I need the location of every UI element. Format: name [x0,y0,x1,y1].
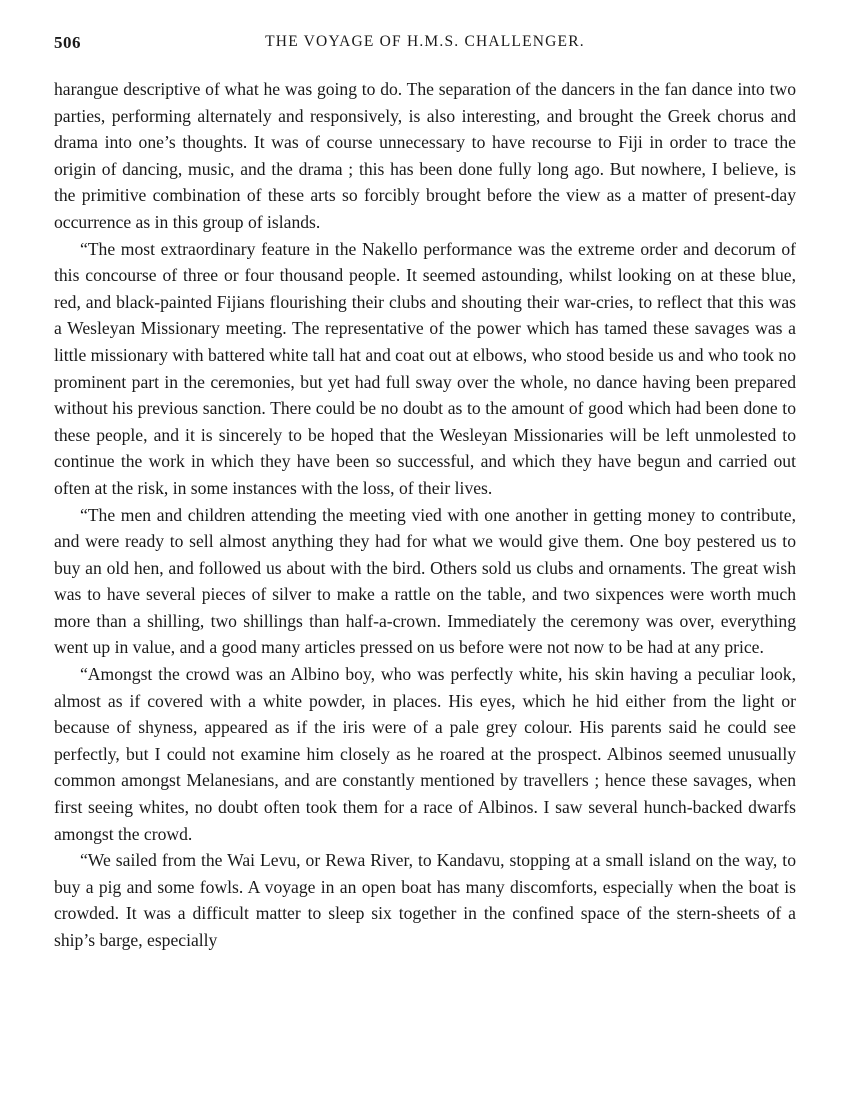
paragraph-nakello-performance: “The most extraordinary feature in the Nakello performance was the extreme order and decorum of this concourse of three or four thousand people. It seemed astounding, whilst looking on at these blue, red, and black-painted Fijians flourishing their clubs and shouting their war-cries, to reflect that this was a Wesleyan Missionary meeting. The representative of the power which has tamed these savages was a little missionary with battered white tall hat and coat out at elbows, who stood beside us and who took no prominent part in the ceremonies, but yet had full sway over the whole, no dance having been prepared without his previous sanction. There could be no doubt as to the amount of good which had been done to these people, and it is sincerely to be hoped that the Wesleyan Missionaries will be left unmolested to continue the work in which they have been so successful, and which they have begun and carried out often at the risk, in some instances with the loss, of their lives. [54,238,796,498]
body-text [54,76,796,954]
paragraph-albino-boy: “Amongst the crowd was an Albino boy, who was perfectly white, his skin having a peculiar look, almost as if covered with a white powder, in places. His eyes, which he hid either from the light or because of shyness, appeared as if the iris were of a pale grey colour. His parents said he could see perfectly, but I could not examine him closely as he roared at the prospect. Albinos seemed unusually common amongst Melanesians, and are constantly mentioned by travellers ; hence these savages, when first seeing whites, no doubt often took them for a race of Albinos. I saw several hunch-backed dwarfs amongst the crowd. [54,664,796,844]
running-title: THE VOYAGE OF H.M.S. CHALLENGER. [265,33,585,50]
paragraph-voyage-kandavu: “We sailed from the Wai Levu, or Rewa River, to Kandavu, stopping at a small island on the way, to buy a pig and some fowls. A voyage in an open boat has many discomforts, especially when the boat is crowded. It was a difficult matter to sleep six together in the confined space of the stern-sheets of a ship’s barge, especially [54,850,796,950]
paragraph-money-contribution: “The men and children attending the meeting vied with one another in getting money to contribute, and were ready to sell almost anything they had for what we would give them. One boy pestered us to buy an old hen, and followed us about with the bird. Others sold us clubs and ornaments. The great wish was to have several pieces of silver to make a rattle on the table, and two sixpences were worth much more than a shilling, two shillings than half-a-crown. Immediately the ceremony was over, everything went up in value, and a good many articles pressed on us before were not now to be had at any price. [54,504,796,658]
paragraph-continued: harangue descriptive of what he was going to do. The separation of the dancers in the fan dance into two parties, performing alternately and responsively, is also interesting, and brought the Greek chorus and drama into one’s thoughts. It was of course unnecessary to have recourse to Fiji in order to trace the origin of dancing, music, and the drama ; this has been done fully long ago. But nowhere, I believe, is the primitive combination of these arts so forcibly brought before the view as a matter of present-day occurrence as in this group of islands. [54,79,796,232]
running-head [54,33,796,57]
page-number: 506 [54,33,81,52]
